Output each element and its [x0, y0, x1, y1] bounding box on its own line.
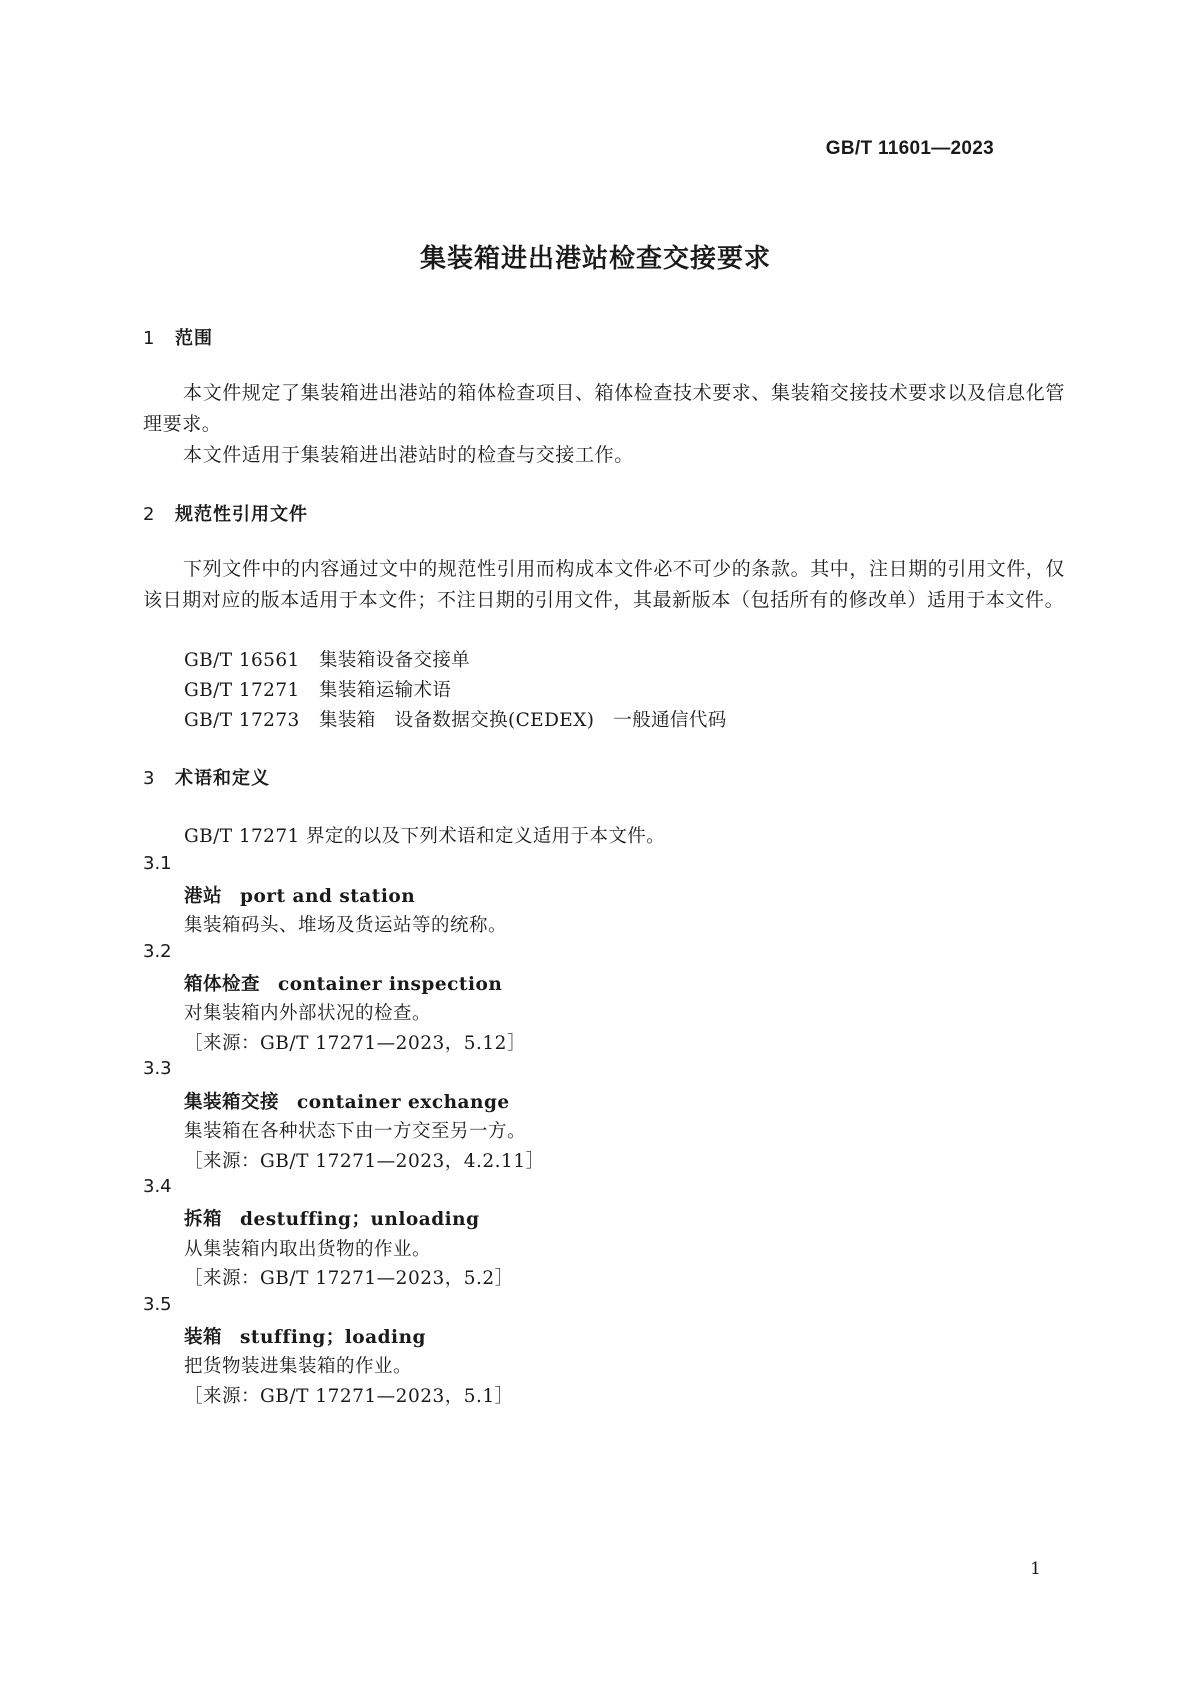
paragraph: 本文件规定了集装箱进出港站的箱体检查项目、箱体检查技术要求、集装箱交接技术要求以及信息化管理要求。: [143, 382, 1066, 435]
term-name-zh: 拆箱: [184, 1209, 223, 1230]
term-entry: [184, 882, 415, 908]
section-heading-normative-references: [143, 500, 308, 526]
paragraph: 下列文件中的内容通过文中的规范性引用而构成本文件必不可少的条款。其中，注日期的引用文件，仅该日期对应的版本适用于本文件；不注日期的引用文件，其最新版本（包括所有的修改单）适用于本文件。: [143, 558, 1066, 611]
term-source: ［来源：GB/T 17271—2023，5.1］: [184, 1386, 514, 1407]
section-title: 范围: [175, 328, 213, 349]
section-title: 术语和定义: [175, 768, 270, 789]
term-entry: [184, 1323, 426, 1349]
terms-intro: GB/T 17271 界定的以及下列术语和定义适用于本文件。: [184, 826, 666, 847]
term-definition: 集装箱码头、堆场及货运站等的统称。: [184, 915, 508, 936]
paragraph: 本文件适用于集装箱进出港站时的检查与交接工作。: [183, 444, 634, 466]
standard-number: GB/T 11601—2023: [825, 138, 994, 159]
section-heading-scope: [143, 324, 213, 350]
term-number: 3.4: [143, 1176, 172, 1197]
term-number: 3.1: [143, 853, 172, 874]
section-body-normative-references: [143, 554, 1065, 616]
section-number: 2: [143, 504, 156, 525]
reference-item: [184, 676, 451, 702]
reference-code: GB/T 17273: [184, 710, 300, 731]
reference-title: 集装箱运输术语: [319, 680, 452, 701]
term-number: 3.3: [143, 1058, 172, 1079]
reference-code: GB/T 16561: [184, 650, 300, 671]
term-number: 3.2: [143, 941, 172, 962]
term-number: 3.5: [143, 1294, 172, 1315]
section-number: 1: [143, 328, 156, 349]
section-heading-terms-definitions: [143, 764, 270, 790]
term-entry: [184, 1205, 480, 1231]
section-title: 规范性引用文件: [175, 504, 308, 525]
reference-item: [184, 646, 470, 672]
document-title: 集装箱进出港站检查交接要求: [419, 244, 771, 274]
term-entry: [184, 970, 502, 996]
term-name-en: container inspection: [278, 974, 503, 995]
term-name-zh: 集装箱交接: [184, 1092, 280, 1113]
reference-item: [184, 706, 727, 732]
term-definition: 把货物装进集装箱的作业。: [184, 1356, 413, 1377]
reference-title: 集装箱设备交接单: [319, 650, 471, 671]
term-definition: 集装箱在各种状态下由一方交至另一方。: [184, 1121, 527, 1142]
term-name-en: stuffing；loading: [240, 1327, 426, 1348]
term-source: ［来源：GB/T 17271—2023，5.2］: [184, 1268, 514, 1289]
term-source: ［来源：GB/T 17271—2023，5.12］: [184, 1033, 526, 1054]
term-definition: 对集装箱内外部状况的检查。: [184, 1003, 432, 1024]
term-source: ［来源：GB/T 17271—2023，4.2.11］: [184, 1151, 545, 1172]
page-number: 1: [1030, 1559, 1041, 1579]
term-name-zh: 港站: [184, 886, 223, 907]
term-definition: 从集装箱内取出货物的作业。: [184, 1239, 432, 1260]
term-name-zh: 箱体检查: [184, 974, 261, 995]
term-name-en: port and station: [240, 886, 416, 907]
section-body-scope: [143, 378, 1065, 471]
reference-title: 集装箱 设备数据交换(CEDEX) 一般通信代码: [319, 710, 727, 731]
term-name-zh: 装箱: [184, 1327, 223, 1348]
term-name-en: container exchange: [297, 1092, 510, 1113]
term-entry: [184, 1088, 510, 1114]
reference-code: GB/T 17271: [184, 680, 300, 701]
term-name-en: destuffing；unloading: [240, 1209, 480, 1230]
section-number: 3: [143, 768, 156, 789]
